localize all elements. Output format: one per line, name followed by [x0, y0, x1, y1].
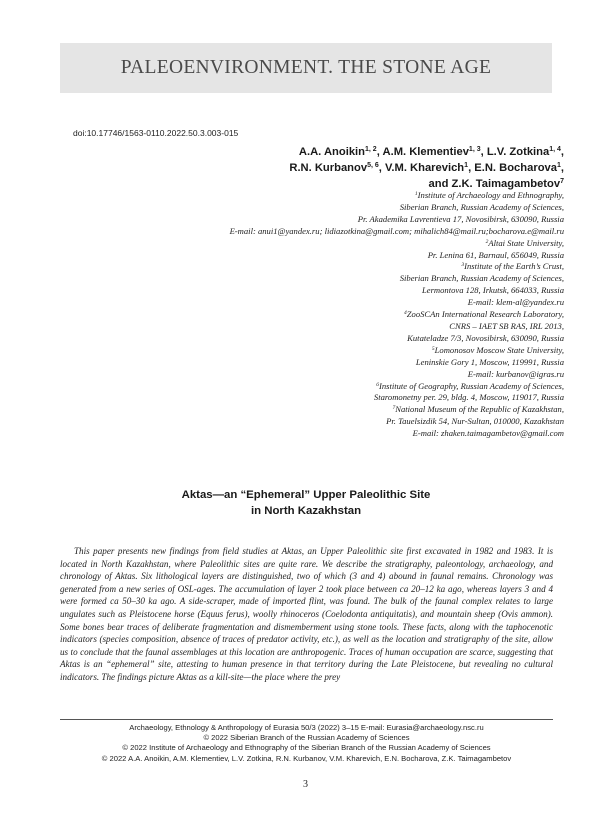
- affiliation-text: Institute of Geography, Russian Academy of Sciences,: [378, 380, 564, 391]
- affiliation-text: Institute of the Earth’s Crust,: [464, 261, 564, 272]
- author-list: [164, 144, 564, 192]
- affiliation-text: E-mail: anui1@yandex.ru; lidiazotkina@gmail.com; mihalich84@mail.ru;bocharova.e@mail.ru: [229, 225, 564, 236]
- affiliation-line: [94, 285, 564, 297]
- author-name: and Z.K. Taimagambetov: [428, 178, 561, 190]
- author-name: E.N. Bocharova: [474, 162, 557, 174]
- affiliation-text: Lermontova 128, Irkutsk, 664033, Russia: [421, 285, 564, 296]
- affiliation-line: [94, 202, 564, 214]
- author-separator: ,: [468, 162, 475, 174]
- footer-copyright-line: © 2022 Siberian Branch of the Russian Academy of Sciences: [203, 733, 410, 743]
- author-affiliation-marker: 1, 3: [468, 146, 481, 153]
- author-name: V.M. Kharevich: [384, 162, 465, 174]
- affiliation-text: ZooSCAn International Research Laboratory,: [406, 309, 564, 320]
- affiliation-marker: 6: [376, 381, 379, 388]
- affiliation-text: E-mail: kurbanov@igras.ru: [467, 368, 564, 379]
- affiliation-line: [94, 369, 564, 381]
- author-affiliation-marker: 1: [556, 162, 561, 169]
- affiliation-line: [94, 250, 564, 262]
- author-name: L.V. Zotkina: [486, 146, 550, 158]
- author-name: A.M. Klementiev: [382, 146, 469, 158]
- author-affiliation-marker: 1, 2: [365, 146, 377, 153]
- affiliation-marker: 7: [392, 405, 396, 412]
- affiliation-line: [94, 321, 564, 333]
- author-name: A.A. Anoikin: [298, 146, 365, 158]
- affiliation-line: [94, 333, 564, 345]
- article-title-line: Aktas—an “Ephemeral” Upper Paleolithic Site: [181, 489, 431, 501]
- affiliation-text: Siberian Branch, Russian Academy of Sciences,: [399, 201, 564, 212]
- affiliation-line: [94, 214, 564, 226]
- author-name: R.N. Kurbanov: [289, 162, 368, 174]
- section-header: PALEOENVIRONMENT. THE STONE AGE: [120, 57, 492, 78]
- affiliation-line: [94, 392, 564, 404]
- affiliation-line: [94, 190, 564, 202]
- affiliation-marker: 5: [431, 345, 435, 352]
- doi: doi:10.17746/1563-0110.2022.50.3.003-015: [73, 128, 239, 138]
- affiliation-line: [94, 273, 564, 285]
- affiliation-text: Altai State University,: [488, 237, 564, 248]
- affiliation-marker: 1: [414, 191, 418, 197]
- article-title-line: in North Kazakhstan: [250, 505, 362, 517]
- affiliation-text: Pr. Lenina 61, Barnaul, 656049, Russia: [427, 249, 564, 260]
- affiliation-text: Kutateladze 7/3, Novosibirsk, 630090, Russia: [407, 332, 564, 343]
- affiliation-line: [94, 416, 564, 428]
- affiliation-text: Staromonetny per. 29, bldg. 4, Moscow, 119017, Russia: [373, 392, 564, 403]
- footer-divider: [60, 719, 553, 720]
- affiliation-text: Leninskie Gory 1, Moscow, 119991, Russia: [415, 356, 564, 367]
- footer-journal-line: Archaeology, Ethnology & Anthropology of Eurasia 50/3 (2022) 3–15 E-mail: Eurasia@archaeology.nsc.ru: [129, 723, 484, 732]
- author-line: [164, 160, 564, 176]
- footer-copyright-line: © 2022 Institute of Archaeology and Ethnography of the Siberian Branch of the Russian Academy of Sciences: [122, 743, 491, 753]
- author-separator: ,: [560, 162, 564, 174]
- affiliation-line: [94, 381, 564, 393]
- affiliation-line: [94, 428, 564, 440]
- affiliation-text: E-mail: zhaken.taimagambetov@gmail.com: [412, 428, 564, 439]
- affiliation-text: E-mail: klem-al@yandex.ru: [467, 297, 564, 308]
- author-affiliation-marker: 7: [560, 178, 564, 185]
- affiliation-marker: 4: [404, 310, 407, 317]
- affiliations: [94, 190, 564, 440]
- author-separator: ,: [378, 162, 385, 174]
- footer-copyright-line: © 2022 A.A. Anoikin, A.M. Klementiev, L.V. Zotkina, R.N. Kurbanov, V.M. Kharevich, E.N. Bocharova, Z.K. Taimagambetov: [101, 753, 512, 763]
- affiliation-line: [94, 226, 564, 238]
- affiliation-text: Pr. Akademika Lavrentieva 17, Novosibirsk, 630090, Russia: [357, 213, 564, 224]
- affiliation-text: National Museum of the Republic of Kazakhstan,: [395, 404, 564, 415]
- affiliation-line: [94, 238, 564, 250]
- affiliation-line: [94, 261, 564, 273]
- affiliation-marker: 3: [461, 262, 465, 269]
- affiliation-text: Institute of Archaeology and Ethnography,: [417, 190, 564, 200]
- affiliation-text: CNRS – IAET SB RAS, IRL 2013,: [449, 320, 564, 331]
- author-line: [164, 144, 564, 160]
- affiliation-marker: 2: [485, 238, 489, 245]
- footer: [60, 723, 553, 764]
- affiliation-text: Siberian Branch, Russian Academy of Sciences,: [399, 273, 564, 284]
- author-affiliation-marker: 1, 4: [549, 146, 561, 153]
- author-separator: ,: [560, 146, 564, 158]
- affiliation-line: [94, 404, 564, 416]
- affiliation-line: [94, 297, 564, 309]
- abstract: This paper presents new findings from field studies at Aktas, an Upper Paleolithic site first excavated in 1982 and 1983. It is located in North Kazakhstan, where Paleolithic sites are quite rare. We describe the stratigraphy, paleontology, archaeology, and chronology of Aktas. Six lithological layers are distinguished, two of which (3 and 4) abound in faunal remains. Chronology was generated from a new series of OSL-ages. The accumulation of layer 2 took place between ca 20–12 ka ago, whereas layers 3 and 4 were formed ca 50–30 ka ago. A side-scraper, made of imported flint, was found. The bulk of the faunal complex relates to large ungulates such as Pleistocene horse (Equus ferus), woolly rhinoceros (Coelodonta antiquitatis), and mountain sheep (Ovis ammon). Some bones bear traces of deliberate fragmentation and dismemberment using stone tools. These facts, along with the taphocenotic indicators (species composition, absence of traces of predator activity, etc.), as well as the location and stratigraphy of the site, allow us to conclude that the faunal assemblages at this location are anthropogenic. Traces of human occupation are scarce, suggesting that Aktas is an “ephemeral” site, attesting to human presence in that territory during the Late Pleistocene, but revealing no cultural indicators. The findings picture Aktas as a kill-site—the place where the prey: [60, 546, 553, 682]
- affiliation-line: [94, 345, 564, 357]
- affiliation-line: [94, 309, 564, 321]
- author-separator: ,: [376, 146, 383, 158]
- affiliation-line: [94, 357, 564, 369]
- article-title: [60, 487, 552, 519]
- author-separator: ,: [480, 146, 487, 158]
- affiliation-text: Pr. Tauelsizdik 54, Nur-Sultan, 010000, Kazakhstan: [386, 416, 564, 427]
- affiliation-text: Lomonosov Moscow State University,: [434, 344, 564, 355]
- author-affiliation-marker: 5, 6: [367, 162, 379, 169]
- page-number: 3: [303, 779, 308, 790]
- author-affiliation-marker: 1: [464, 162, 469, 169]
